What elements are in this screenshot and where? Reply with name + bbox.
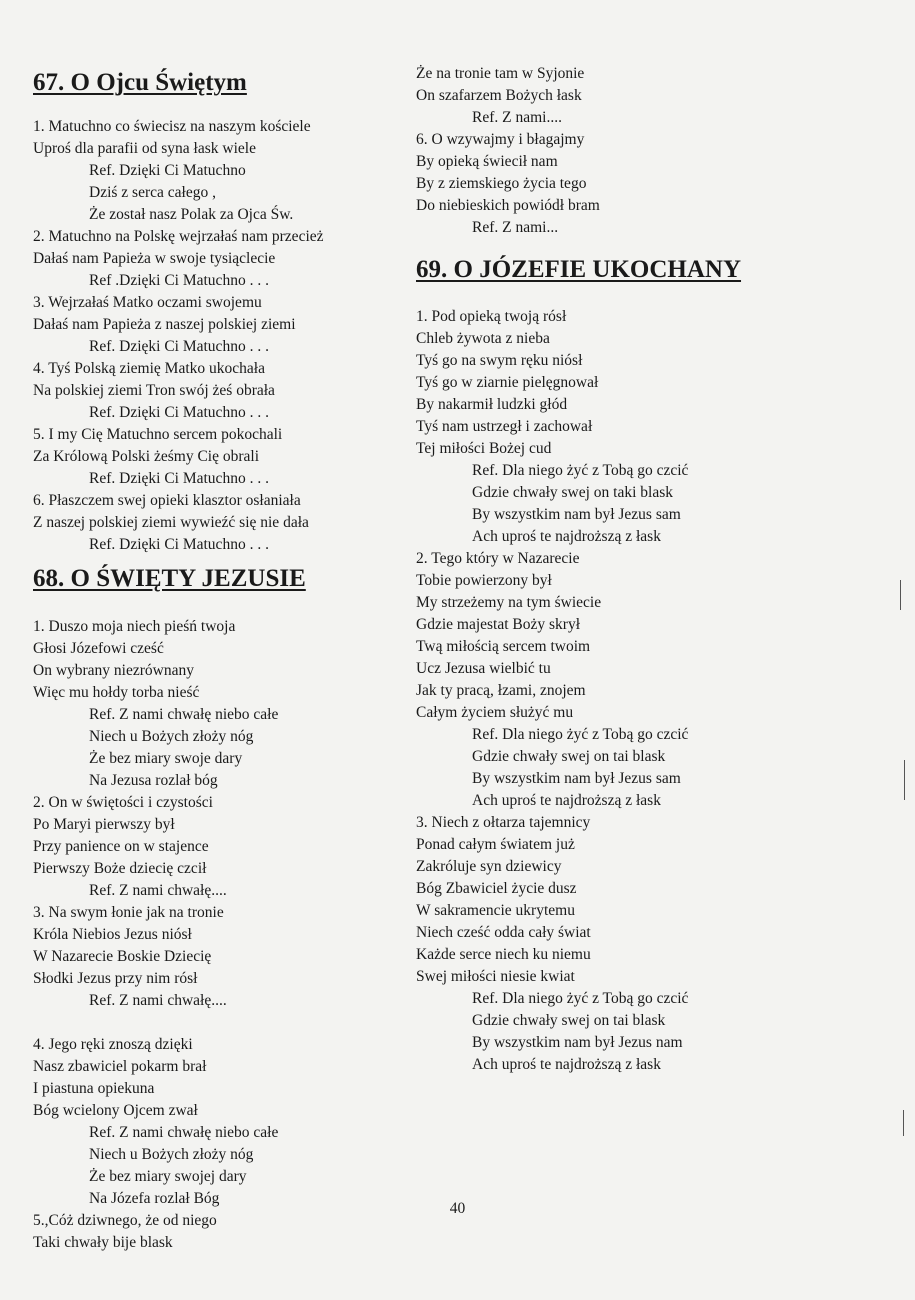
refrain-line: Ref. Z nami.... xyxy=(472,109,562,126)
refrain-line: By wszystkim nam był Jezus sam xyxy=(472,506,681,523)
verse-line: I piastuna opiekuna xyxy=(33,1080,155,1097)
verse-line: 6. O wzywajmy i błagajmy xyxy=(416,131,585,148)
refrain-line: Ref. Z nami chwałę niebo całe xyxy=(89,1124,279,1141)
verse-line: Swej miłości niesie kwiat xyxy=(416,968,575,985)
verse-line: 6. Płaszczem swej opieki klasztor osłaniała xyxy=(33,492,301,509)
edge-mark xyxy=(903,1110,904,1136)
verse-line: 2. Matuchno na Polskę wejrzałaś nam przecież xyxy=(33,228,324,245)
verse-line: 1. Duszo moja niech pieśń twoja xyxy=(33,618,236,635)
verse-line: Dałaś nam Papieża w swoje tysiąclecie xyxy=(33,250,276,267)
refrain-line: Ref. Dzięki Ci Matuchno . . . xyxy=(89,404,269,421)
verse-line: By opieką świecił nam xyxy=(416,153,558,170)
refrain-line: Ref. Z nami chwałę.... xyxy=(89,882,227,899)
verse-line: Jak ty pracą, łzami, znojem xyxy=(416,682,586,699)
verse-line: 3. Niech z ołtarza tajemnicy xyxy=(416,814,591,831)
refrain-line: Ref. Dzięki Ci Matuchno . . . xyxy=(89,338,269,355)
refrain-line: Ref. Dla niego żyć z Tobą go czcić xyxy=(472,990,689,1007)
refrain-line: Ref. Dzięki Ci Matuchno . . . xyxy=(89,536,269,553)
verse-line: Całym życiem służyć mu xyxy=(416,704,574,721)
refrain-line: Ach uproś te najdroższą z łask xyxy=(472,1056,661,1073)
verse-line: Ponad całym światem już xyxy=(416,836,575,853)
refrain-line: Gdzie chwały swej on tai blask xyxy=(472,748,666,765)
refrain-line: Niech u Bożych złoży nóg xyxy=(89,1146,254,1163)
verse-line: Bóg Zbawiciel życie dusz xyxy=(416,880,577,897)
verse-line: 2. Tego który w Nazarecie xyxy=(416,550,580,567)
refrain-line: Na Jezusa rozlał bóg xyxy=(89,772,218,789)
page-number: 40 xyxy=(449,1200,466,1217)
verse-line: Tyś go na swym ręku niósł xyxy=(416,352,583,369)
verse-line: By nakarmił ludzki głód xyxy=(416,396,568,413)
refrain-line: Na Józefa rozlał Bóg xyxy=(89,1190,220,1207)
verse-line: Tej miłości Bożej cud xyxy=(416,440,552,457)
refrain-line: Ach uproś te najdroższą z łask xyxy=(472,792,661,809)
verse-line: 5. I my Cię Matuchno sercem pokochali xyxy=(33,426,283,443)
refrain-line: Ach uproś te najdroższą z łask xyxy=(472,528,661,545)
song-title: 68. O ŚWIĘTY JEZUSIE xyxy=(33,565,306,592)
song-title: 67. O Ojcu Świętym xyxy=(33,69,247,96)
verse-line: My strzeżemy na tym świecie xyxy=(416,594,602,611)
refrain-line: Ref. Dla niego żyć z Tobą go czcić xyxy=(472,726,689,743)
verse-line: Taki chwały bije blask xyxy=(33,1234,173,1251)
verse-line: Po Maryi pierwszy był xyxy=(33,816,175,833)
refrain-line: Że bez miary swojej dary xyxy=(89,1168,247,1185)
refrain-line: Dziś z serca całego , xyxy=(89,184,216,201)
verse-line: Chleb żywota z nieba xyxy=(416,330,550,347)
song-title: 69. O JÓZEFIE UKOCHANY xyxy=(416,256,742,283)
edge-mark xyxy=(904,760,905,800)
verse-line: 3. Wejrzałaś Matko oczami swojemu xyxy=(33,294,262,311)
refrain-line: Ref. Z nami chwałę.... xyxy=(89,992,227,1009)
verse-line: Gdzie majestat Boży skrył xyxy=(416,616,580,633)
verse-line: Że na tronie tam w Syjonie xyxy=(416,65,585,82)
refrain-line: Gdzie chwały swej on tai blask xyxy=(472,1012,666,1029)
refrain-line: Że bez miary swoje dary xyxy=(89,750,243,767)
refrain-line: Ref. Dla niego żyć z Tobą go czcić xyxy=(472,462,689,479)
verse-line: Za Królową Polski żeśmy Cię obrali xyxy=(33,448,259,465)
verse-line: Twą miłością sercem twoim xyxy=(416,638,591,655)
verse-line: Bóg wcielony Ojcem zwał xyxy=(33,1102,198,1119)
verse-line: Zakróluje syn dziewicy xyxy=(416,858,562,875)
refrain-line: Że został nasz Polak za Ojca Św. xyxy=(89,206,294,223)
verse-line: Nasz zbawiciel pokarm brał xyxy=(33,1058,207,1075)
verse-line: W Nazarecie Boskie Dziecię xyxy=(33,948,212,965)
verse-line: 1. Matuchno co świecisz na naszym kościele xyxy=(33,118,311,135)
refrain-line: By wszystkim nam był Jezus nam xyxy=(472,1034,683,1051)
verse-line: Więc mu hołdy torba nieść xyxy=(33,684,200,701)
verse-line: Tyś nam ustrzegł i zachował xyxy=(416,418,593,435)
verse-line: Z naszej polskiej ziemi wywieźć się nie dała xyxy=(33,514,309,531)
verse-line: Pierwszy Boże dziecię czcił xyxy=(33,860,207,877)
refrain-line: Niech u Bożych złoży nóg xyxy=(89,728,254,745)
refrain-line: Ref. Dzięki Ci Matuchno xyxy=(89,162,246,179)
verse-line: Głosi Józefowi cześć xyxy=(33,640,164,657)
verse-line: Ucz Jezusa wielbić tu xyxy=(416,660,551,677)
verse-line: 4. Jego ręki znoszą dzięki xyxy=(33,1036,193,1053)
verse-line: Tobie powierzony był xyxy=(416,572,552,589)
verse-line: On szafarzem Bożych łask xyxy=(416,87,582,104)
verse-line: Tyś go w ziarnie pielęgnował xyxy=(416,374,599,391)
verse-line: Przy panience on w stajence xyxy=(33,838,209,855)
verse-line: By z ziemskiego życia tego xyxy=(416,175,587,192)
verse-line: 1. Pod opieką twoją rósł xyxy=(416,308,567,325)
verse-line: Słodki Jezus przy nim rósł xyxy=(33,970,198,987)
edge-mark xyxy=(900,580,901,610)
verse-line: Do niebieskich powiódł bram xyxy=(416,197,600,214)
verse-line: Niech cześć odda cały świat xyxy=(416,924,591,941)
verse-line: 2. On w świętości i czystości xyxy=(33,794,213,811)
verse-line: 4. Tyś Polską ziemię Matko ukochała xyxy=(33,360,265,377)
verse-line: Dałaś nam Papieża z naszej polskiej ziemi xyxy=(33,316,296,333)
verse-line: Króla Niebios Jezus niósł xyxy=(33,926,192,943)
refrain-line: Gdzie chwały swej on taki blask xyxy=(472,484,674,501)
refrain-line: Ref .Dzięki Ci Matuchno . . . xyxy=(89,272,269,289)
verse-line: Na polskiej ziemi Tron swój żeś obrała xyxy=(33,382,275,399)
verse-line: 3. Na swym łonie jak na tronie xyxy=(33,904,224,921)
verse-line: W sakramencie ukrytemu xyxy=(416,902,575,919)
refrain-line: Ref. Z nami chwałę niebo całe xyxy=(89,706,279,723)
verse-line: 5.,Cóż dziwnego, że od niego xyxy=(33,1212,217,1229)
refrain-line: Ref. Dzięki Ci Matuchno . . . xyxy=(89,470,269,487)
verse-line: Każde serce niech ku niemu xyxy=(416,946,591,963)
verse-line: On wybrany niezrównany xyxy=(33,662,194,679)
verse-line: Uproś dla parafii od syna łask wiele xyxy=(33,140,256,157)
refrain-line: Ref. Z nami... xyxy=(472,219,559,236)
refrain-line: By wszystkim nam był Jezus sam xyxy=(472,770,681,787)
